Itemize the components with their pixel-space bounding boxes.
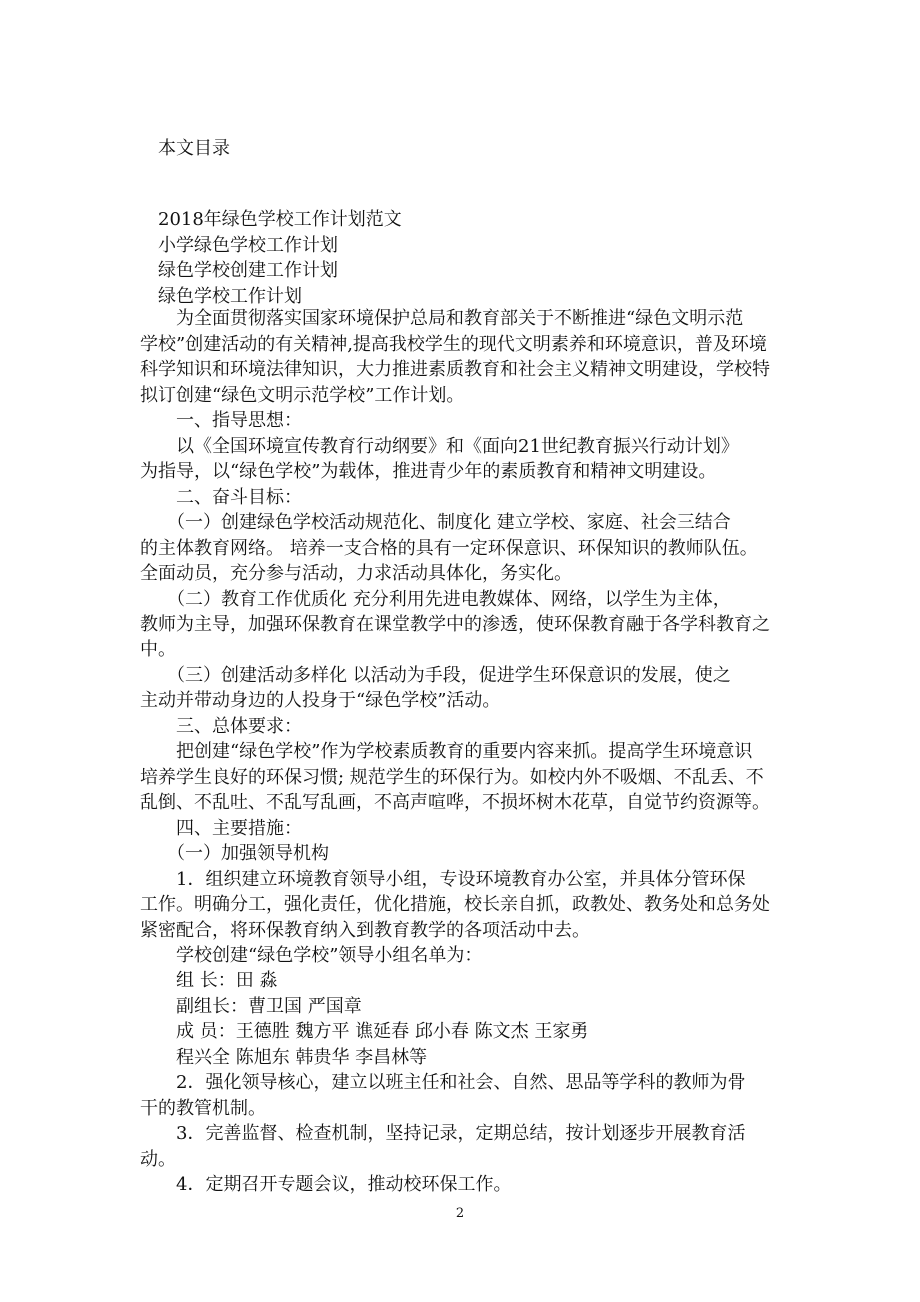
toc-item[interactable]: 2018年绿色学校工作计划范文 xyxy=(158,209,402,230)
body-line: 为全面贯彻落实国家环境保护总局和教育部关于不断推进“绿色文明示范 xyxy=(140,308,744,329)
body-line: 3．完善监督、检查机制，坚持记录，定期总结，按计划逐步开展教育活 xyxy=(140,1123,746,1144)
body-line: 2．强化领导核心，建立以班主任和社会、自然、思品等学科的教师为骨 xyxy=(140,1072,746,1093)
member-line: 成 员：王德胜 魏方平 谯延春 邱小春 陈文杰 王家勇 xyxy=(140,1021,589,1042)
toc-title: 本文目录 xyxy=(158,138,230,159)
body-line: 为指导，以“绿色学校”为载体，推进青少年的素质教育和精神文明建设。 xyxy=(140,461,717,482)
body-line: 工作。明确分工，强化责任，优化措施，校长亲自抓，政教处、教务处和总务处 xyxy=(140,894,770,915)
section-heading: 三、总体要求： xyxy=(140,716,302,737)
body-line: 的主体教育网络。 培养一支合格的具有一定环保意识、环保知识的教师队伍。 xyxy=(140,538,758,559)
body-line: 动。 xyxy=(140,1149,176,1170)
body-line: 乱倒、不乱吐、不乱写乱画，不高声喧哗，不损坏树木花草，自觉节约资源等。 xyxy=(140,792,770,813)
body-line: 中。 xyxy=(140,639,176,660)
body-line: 学校”创建活动的有关精神,提高我校学生的现代文明素养和环境意识，普及环境 xyxy=(140,334,767,355)
body-line: 培养学生良好的环保习惯; 规范学生的环保行为。如校内外不吸烟、不乱丢、不 xyxy=(140,767,764,788)
body-line: 主动并带动身边的人投身于“绿色学校”活动。 xyxy=(140,690,501,711)
member-line: 程兴全 陈旭东 韩贵华 李昌林等 xyxy=(140,1047,428,1068)
toc-item[interactable]: 绿色学校工作计划 xyxy=(158,286,302,307)
subsection-heading: （一）加强领导机构 xyxy=(140,843,329,864)
body-line: （一）创建绿色学校活动规范化、制度化 建立学校、家庭、社会三结合 xyxy=(140,512,731,533)
section-heading: 一、指导思想： xyxy=(140,410,302,431)
section-heading: 四、主要措施： xyxy=(140,818,302,839)
body-line: 紧密配合，将环保教育纳入到教育教学的各项活动中去。 xyxy=(140,920,590,941)
body-line: 全面动员，充分参与活动，力求活动具体化，务实化。 xyxy=(140,563,572,584)
toc-item[interactable]: 小学绿色学校工作计划 xyxy=(158,235,338,256)
member-line: 组 长：田 淼 xyxy=(140,970,278,991)
body-line: 教师为主导，加强环保教育在课堂教学中的渗透，使环保教育融于各学科教育之 xyxy=(140,614,770,635)
section-heading: 二、奋斗目标： xyxy=(140,487,302,508)
body-line: 把创建“绿色学校”作为学校素质教育的重要内容来抓。提高学生环境意识 xyxy=(140,741,753,762)
page-number: 2 xyxy=(455,1206,465,1221)
body-line: 1．组织建立环境教育领导小组，专设环境教育办公室，并具体分管环保 xyxy=(140,869,746,890)
body-line: 拟订创建“绿色文明示范学校”工作计划。 xyxy=(140,385,465,406)
body-line: 4．定期召开专题会议，推动校环保工作。 xyxy=(140,1174,512,1195)
body-line: 科学知识和环境法律知识，大力推进素质教育和社会主义精神文明建设，学校特 xyxy=(140,359,770,380)
member-line: 副组长：曹卫国 严国章 xyxy=(140,996,362,1017)
toc-item[interactable]: 绿色学校创建工作计划 xyxy=(158,260,338,281)
body-line: （二）教育工作优质化 充分利用先进电教媒体、网络，以学生为主体， xyxy=(140,589,731,610)
body-line: （三）创建活动多样化 以活动为手段，促进学生环保意识的发展，使之 xyxy=(140,665,731,686)
body-line: 学校创建“绿色学校”领导小组名单为： xyxy=(140,945,483,966)
body-line: 以《全国环境宣传教育行动纲要》和《面向21世纪教育振兴行动计划》 xyxy=(140,436,739,457)
body-line: 干的教管机制。 xyxy=(140,1098,266,1119)
